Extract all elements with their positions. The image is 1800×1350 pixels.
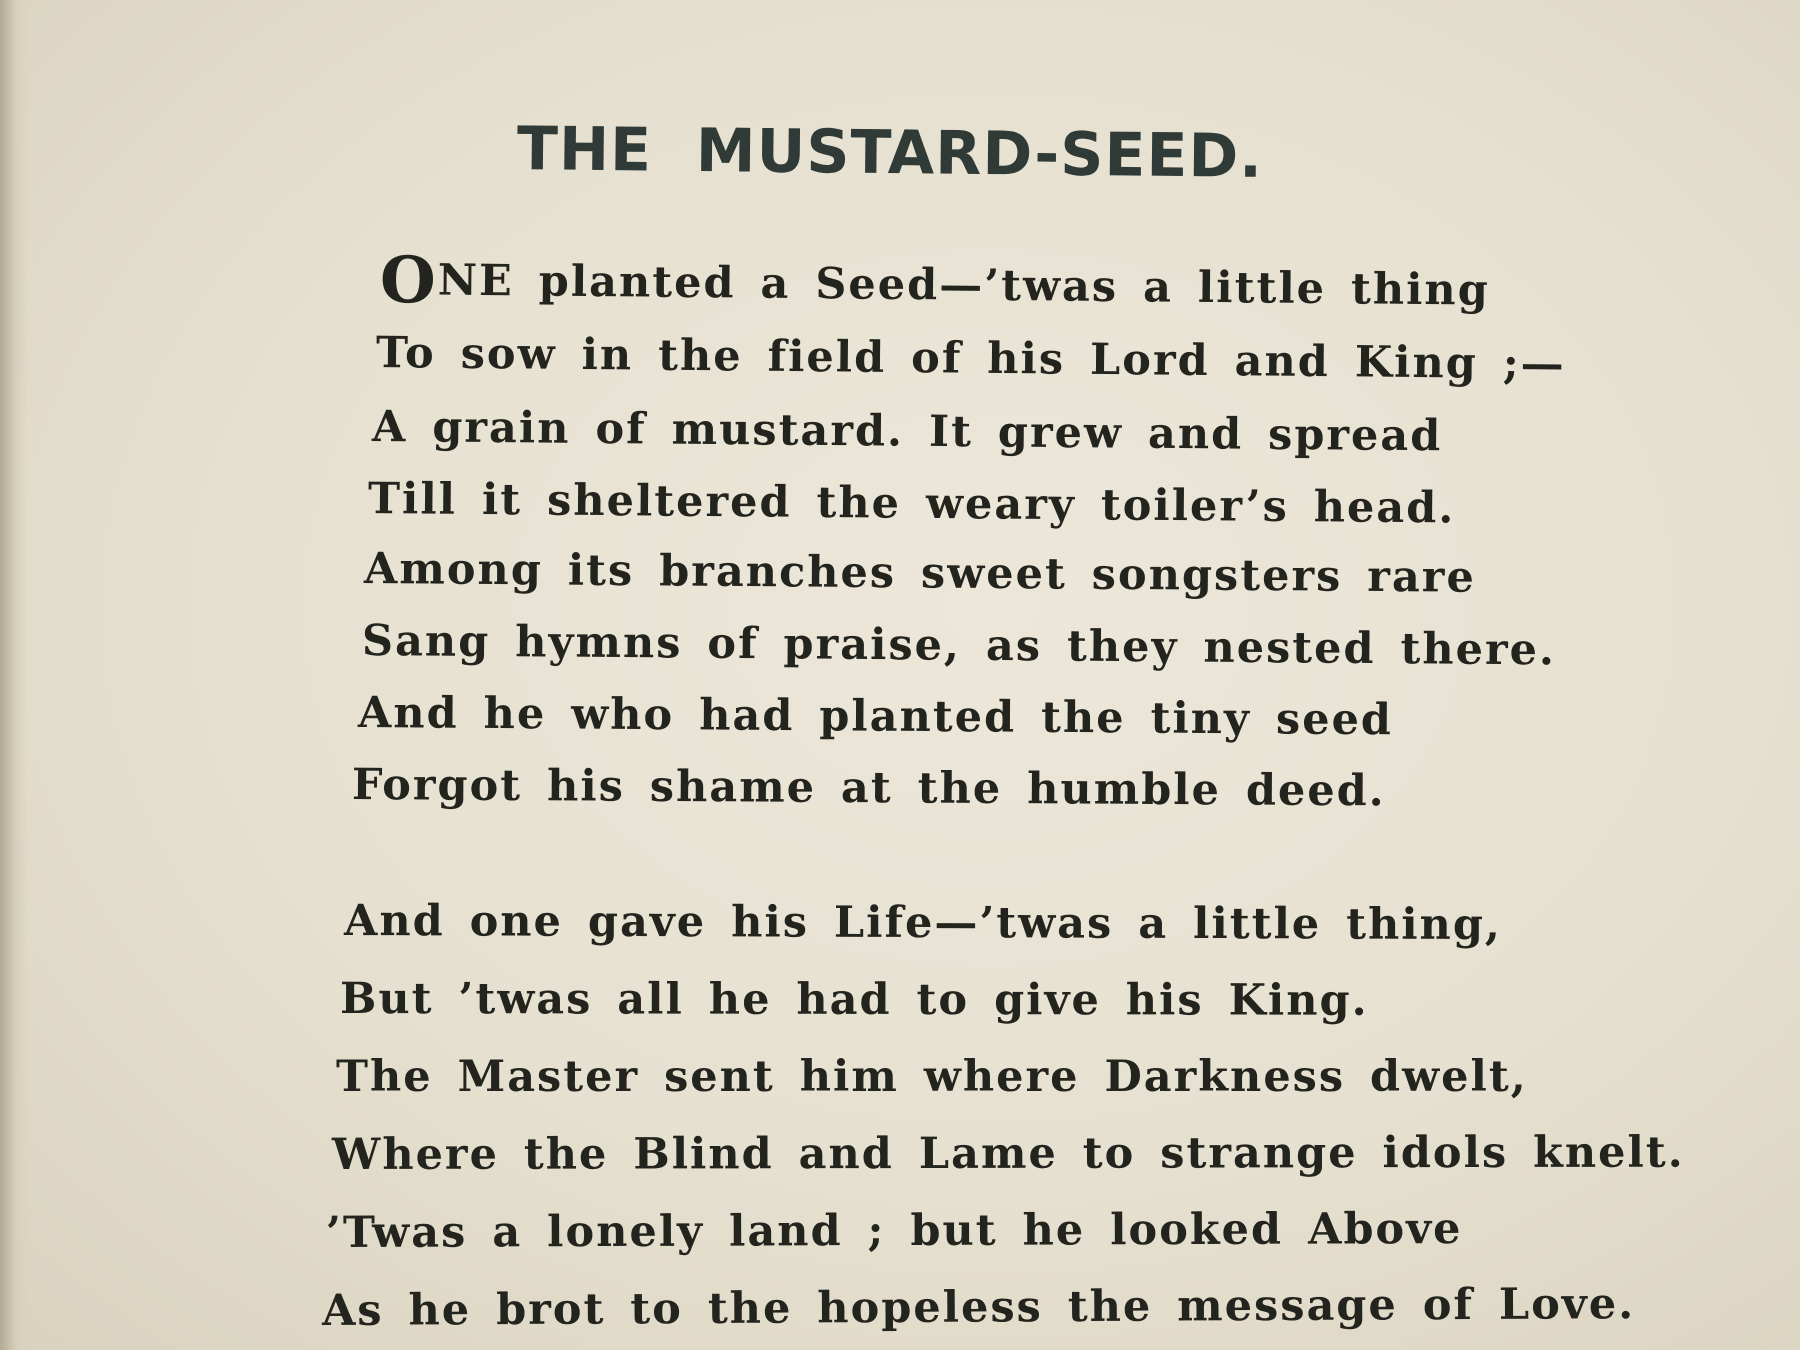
stanza-2-line-6: As he brot to the hopeless the message of Love.: [321, 1279, 1636, 1336]
stanza-2-line-5: ’Twas a lonely land ; but he looked Above: [325, 1204, 1463, 1258]
stanza-2-line-1: And one gave his Life—’twas a little thing,: [343, 896, 1503, 951]
stanza-1-line-3: A grain of mustard. It grew and spread: [371, 402, 1443, 462]
stanza-2-line-3: The Master sent him where Darkness dwelt,: [336, 1052, 1528, 1102]
stanza-2-line-2: But ’twas all he had to give his King.: [339, 974, 1369, 1026]
stanza-1-line-7: And he who had planted the tiny seed: [357, 688, 1394, 746]
stanza-1-line-5: Among its branches sweet songsters rare: [363, 544, 1477, 603]
stanza-1-line-8: Forgot his shame at the humble deed.: [351, 760, 1386, 817]
stanza-1-line-6: Sang hymns of praise, as they nested there.: [361, 616, 1557, 676]
stanza-1-line-1: [379, 243, 1491, 319]
stanza-2-line-4: Where the Blind and Lame to strange idols knelt.: [331, 1127, 1685, 1180]
stanza-1-line-2: To sow in the field of his Lord and King ;—: [375, 328, 1566, 390]
drop-cap: O: [379, 243, 439, 319]
stanza-1-line-1-text: NE planted a Seed—’twas a little thing: [437, 255, 1491, 316]
poem-title: THE MUSTARD-SEED.: [516, 114, 1264, 192]
stanza-1-line-4: Till it sheltered the weary toiler’s head.: [367, 474, 1456, 534]
